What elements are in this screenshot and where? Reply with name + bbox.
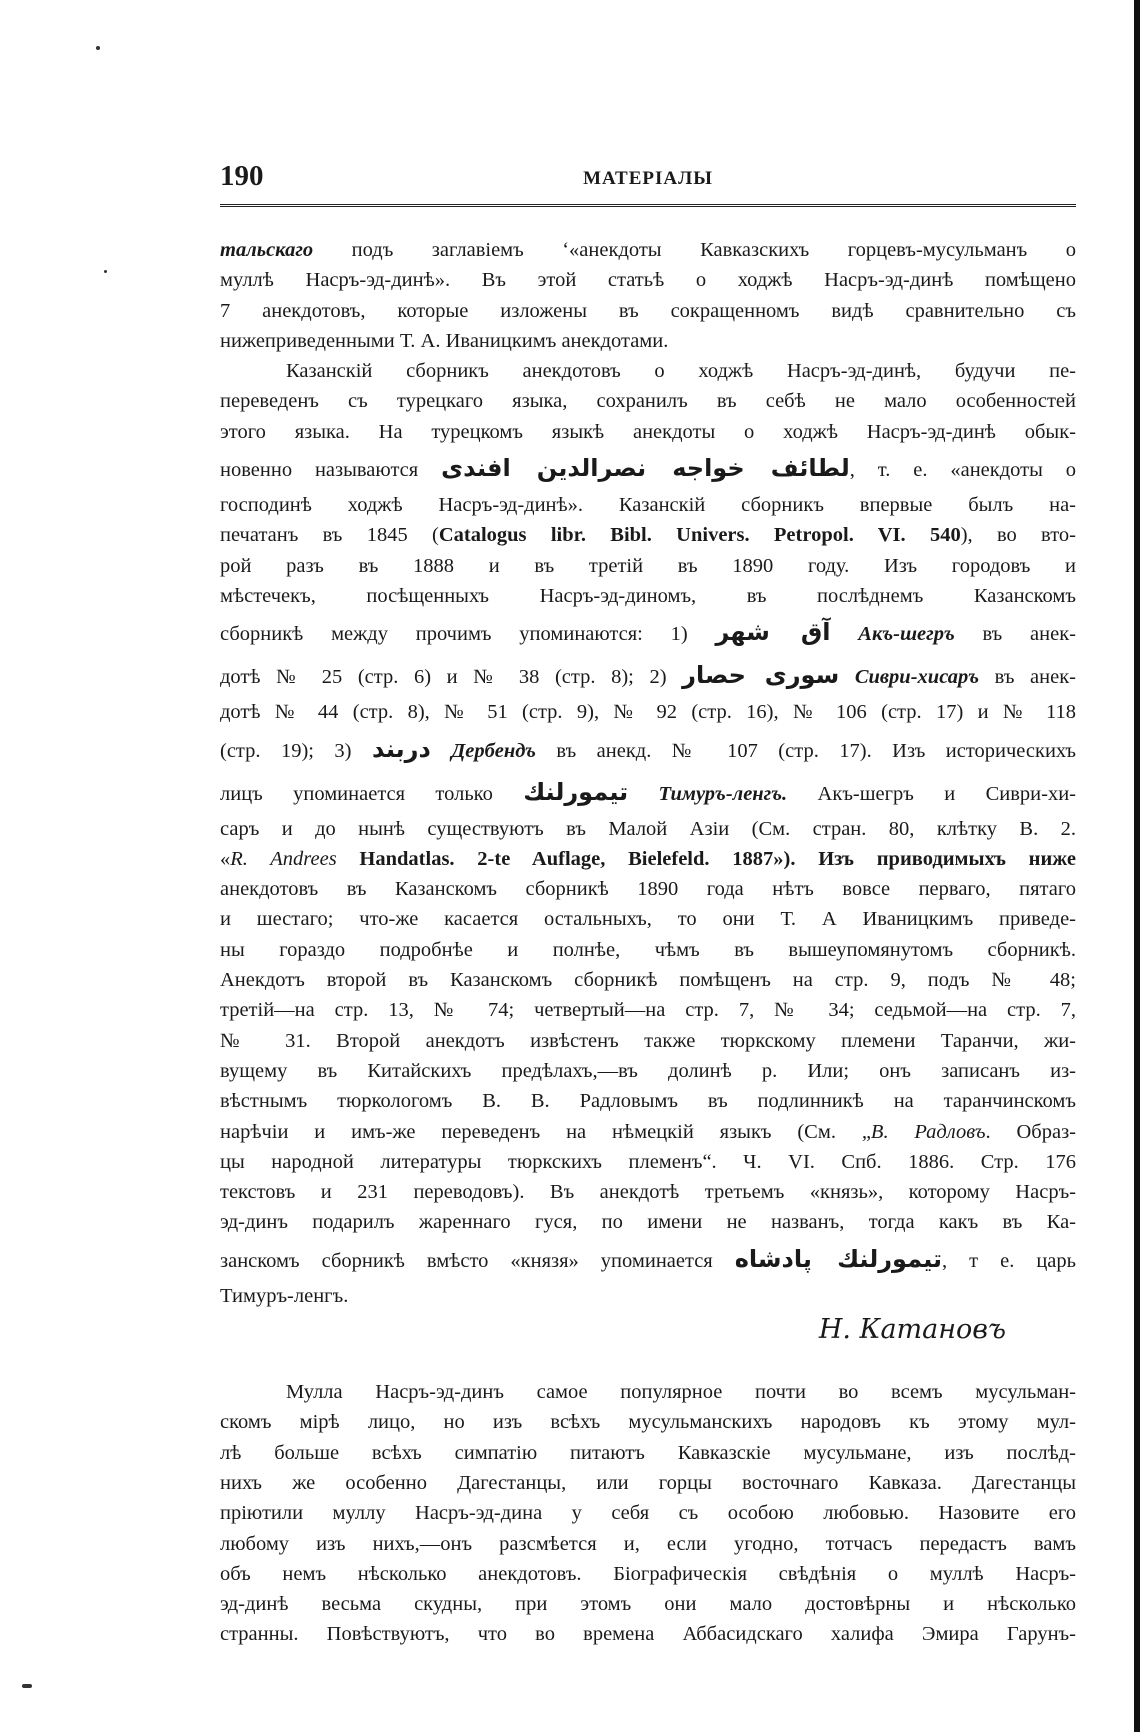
text-line bbox=[220, 771, 1076, 814]
running-head: МАТЕРІАЛЫ bbox=[583, 168, 713, 189]
text-segment: въ анек- bbox=[979, 666, 1076, 689]
text-line bbox=[220, 935, 1076, 965]
text-line bbox=[220, 904, 1076, 934]
text-line bbox=[220, 1281, 1076, 1311]
arabic-script-term: تيمورلنك bbox=[523, 777, 629, 806]
text-line bbox=[220, 1407, 1076, 1437]
text-segment: нихъ же особенно Дагестанцы, или горцы восточнаго Кавказа. Дагестанцы bbox=[220, 1471, 1076, 1494]
text-segment: дотѣ № 25 (стр. 6) и № 38 (стр. 8); 2) bbox=[220, 666, 683, 689]
text-line bbox=[220, 417, 1076, 447]
text-line bbox=[220, 654, 1076, 697]
page-edge-rule bbox=[1134, 0, 1140, 1732]
text-segment: новенно называются bbox=[220, 459, 442, 482]
text-line bbox=[220, 1177, 1076, 1207]
text-segment: въ анекд. № 107 (стр. 17). Изъ историческихъ bbox=[535, 739, 1077, 762]
text-segment: (стр. 19); 3) bbox=[220, 739, 372, 762]
text-segment: тальскаго bbox=[220, 239, 314, 261]
text-segment: печатанъ въ 1845 ( bbox=[220, 524, 439, 547]
text-line bbox=[220, 581, 1076, 611]
text-segment: Дербендъ bbox=[451, 739, 536, 762]
text-line bbox=[220, 1026, 1076, 1056]
text-segment: лѣ больше всѣхъ симпатію питаютъ Кавказскіе мусульмане, изъ послѣд- bbox=[220, 1441, 1076, 1464]
text-line bbox=[220, 447, 1076, 490]
paragraph-group-2 bbox=[220, 1377, 1076, 1650]
text-segment: странны. Повѣствуютъ, что во времена Аббасидскаго халифа Эмира Гарунъ- bbox=[220, 1623, 1076, 1646]
text-line bbox=[220, 1238, 1076, 1281]
text-segment: переведенъ съ турецкаго языка, сохранилъ въ себѣ не мало особенностей bbox=[220, 390, 1076, 413]
scan-speck bbox=[22, 1684, 32, 1688]
text-line bbox=[220, 874, 1076, 904]
text-line bbox=[220, 611, 1076, 654]
text-segment: рой разъ въ 1888 и въ третій въ 1890 году. Изъ городовъ и bbox=[220, 554, 1076, 577]
text-segment: нижеприведенными Т. А. Иваницкимъ анекдотами. bbox=[220, 329, 669, 352]
paragraph-group-1 bbox=[220, 235, 1076, 1311]
text-segment: этого языка. На турецкомъ языкѣ анекдоты о ходжѣ Насръ-эд-динѣ обык- bbox=[220, 420, 1076, 443]
arabic-script-term: دربند bbox=[371, 734, 431, 763]
text-line bbox=[220, 296, 1076, 326]
text-line bbox=[220, 1498, 1076, 1528]
text-segment: . Образ- bbox=[985, 1120, 1076, 1143]
text-segment: ), во вто- bbox=[960, 524, 1076, 547]
text-segment: занскомъ сборникѣ вмѣсто «князя» упоминается bbox=[220, 1249, 735, 1272]
text-line bbox=[220, 995, 1076, 1025]
text-line bbox=[220, 1117, 1076, 1147]
text-segment: подъ заглавіемъ ‘«анекдоты Кавказскихъ горцевъ-мусульманъ о bbox=[313, 239, 1076, 261]
text-segment: цы народной литературы тюркскихъ племенъ“. Ч. VI. Спб. 1886. Стр. 176 bbox=[220, 1150, 1076, 1173]
text-segment: « bbox=[220, 847, 231, 870]
scan-speck bbox=[104, 270, 107, 273]
text-segment: мѣстечекъ, посѣщенныхъ Насръ-эд-диномъ, въ послѣднемъ Казанскомъ bbox=[220, 584, 1076, 607]
text-segment: саръ и до нынѣ существуютъ въ Малой Азіи (См. стран. 80, клѣтку В. 2. bbox=[220, 817, 1076, 840]
text-line bbox=[220, 1529, 1076, 1559]
text-segment: Акъ-шегръ bbox=[858, 623, 955, 646]
text-line bbox=[220, 520, 1076, 550]
text-segment: Мулла Насръ-эд-динъ самое популярное почти во всемъ мусульман- bbox=[286, 1381, 1076, 1404]
text-line bbox=[220, 728, 1076, 771]
text-segment bbox=[839, 666, 855, 688]
text-segment: Handatlas. 2-te Auflage, Bielefeld. 1887»). Изъ приводимыхъ ниже bbox=[336, 847, 1076, 870]
text-segment: господинѣ ходжѣ Насръ-эд-динѣ». Казанскій сборникъ впервые былъ на- bbox=[220, 494, 1076, 517]
text-segment: любому изъ нихъ,—онъ разсмѣется и, если угодно, тотчасъ передастъ вамъ bbox=[220, 1532, 1076, 1555]
text-line bbox=[220, 844, 1076, 874]
text-line bbox=[220, 356, 1076, 386]
text-segment: сборникѣ между прочимъ упоминаются: 1) bbox=[220, 623, 716, 646]
text-line bbox=[220, 265, 1076, 295]
text-segment: Тимуръ-ленгъ. bbox=[220, 1284, 349, 1307]
text-segment: дотѣ № 44 (стр. 8), № 51 (стр. 9), № 92 (стр. 16), № 106 (стр. 17) и № 118 bbox=[220, 701, 1076, 724]
text-segment: Анекдотъ второй въ Казанскомъ сборникѣ помѣщенъ на стр. 9, подъ № 48; bbox=[220, 969, 1076, 992]
text-segment: муллѣ Насръ-эд-динѣ». Въ этой статьѣ о ходжѣ Насръ-эд-динѣ помѣщено bbox=[220, 269, 1076, 292]
text-segment: В. Радловъ bbox=[870, 1120, 986, 1143]
scan-speck bbox=[96, 46, 100, 50]
text-segment bbox=[431, 740, 451, 762]
text-segment: текстовъ и 231 переводовъ). Въ анекдотѣ третьемъ «князь», которому Насръ- bbox=[220, 1181, 1076, 1204]
text-segment: скомъ мірѣ лицо, но изъ всѣхъ мусульманскихъ народовъ къ этому мул- bbox=[220, 1411, 1076, 1434]
text-segment: № 31. Второй анекдотъ извѣстенъ также тюркскому племени Таранчи, жи- bbox=[220, 1029, 1076, 1052]
text-segment bbox=[628, 783, 658, 805]
text-line bbox=[220, 1377, 1076, 1407]
page-header bbox=[220, 160, 1076, 207]
text-line bbox=[220, 965, 1076, 995]
text-segment: эд-динѣ весьма скудны, при этомъ они мало достовѣрны и нѣсколько bbox=[220, 1593, 1076, 1616]
text-line bbox=[220, 1147, 1076, 1177]
text-line bbox=[220, 490, 1076, 520]
text-segment: Тимуръ-ленгъ. bbox=[658, 782, 788, 805]
text-line bbox=[220, 1468, 1076, 1498]
text-line bbox=[220, 1207, 1076, 1237]
text-segment bbox=[831, 623, 859, 645]
arabic-script-term: لطائف خواجه نصرالدین افندی bbox=[441, 454, 850, 483]
text-line bbox=[220, 386, 1076, 416]
text-segment: R. Andrees bbox=[230, 847, 337, 870]
text-line bbox=[220, 1056, 1076, 1086]
text-segment: 7 анекдотовъ, которые изложены въ сокращенномъ видѣ сравнительно съ bbox=[220, 299, 1076, 322]
author-signature: Н. Катановъ bbox=[818, 1314, 1006, 1346]
text-segment: пріютили муллу Насръ-эд-дина у себя съ особою любовью. Назовите его bbox=[220, 1502, 1076, 1525]
text-line bbox=[220, 1559, 1076, 1589]
body-text bbox=[220, 235, 1076, 1650]
text-segment: и шестаго; что-же касается остальныхъ, то они Т. А Иваницкимъ приведе- bbox=[220, 908, 1076, 931]
text-segment: вѣстнымъ тюркологомъ В. В. Радловымъ въ подлинникѣ на таранчинскомъ bbox=[220, 1090, 1076, 1113]
text-segment: въ анек- bbox=[954, 623, 1076, 646]
text-segment: ны гораздо подробнѣе и полнѣе, чѣмъ въ вышеупомянутомъ сборникѣ. bbox=[220, 938, 1076, 961]
text-segment: вущему въ Китайскихъ предѣлахъ,—въ долинѣ р. Или; онъ записанъ из- bbox=[220, 1059, 1076, 1082]
text-line bbox=[220, 1086, 1076, 1116]
text-segment: третій—на стр. 13, № 74; четвертый—на стр. 7, № 34; седьмой—на стр. 7, bbox=[220, 999, 1076, 1022]
text-segment: Catalogus libr. Bibl. Univers. Petropol. VI. 540 bbox=[438, 524, 961, 547]
text-line bbox=[220, 551, 1076, 581]
text-segment: объ немъ нѣсколько анекдотовъ. Біографическія свѣдѣнія о муллѣ Насръ- bbox=[220, 1562, 1076, 1585]
text-segment: Сиври-хисаръ bbox=[854, 666, 980, 689]
text-segment: Акъ-шегръ и Сиври-хи- bbox=[787, 782, 1076, 805]
text-segment: эд-динъ подарилъ жареннаго гуся, по имени не названъ, тогда какъ въ Ка- bbox=[220, 1211, 1076, 1234]
text-segment: Казанскій сборникъ анекдотовъ о ходжѣ Насръ-эд-динѣ, будучи пе- bbox=[286, 360, 1076, 383]
text-segment: лицъ упоминается только bbox=[220, 782, 524, 805]
arabic-script-term: سوری حصار bbox=[682, 661, 840, 690]
arabic-script-term: تيمورلنك پادشاه bbox=[734, 1244, 943, 1273]
text-segment: анекдотовъ въ Казанскомъ сборникѣ 1890 года нѣтъ вовсе перваго, пятаго bbox=[220, 878, 1076, 901]
text-line bbox=[220, 697, 1076, 727]
text-line bbox=[220, 235, 1076, 265]
text-segment: , т. е. «анекдоты о bbox=[849, 459, 1076, 482]
text-line bbox=[220, 1589, 1076, 1619]
text-line bbox=[220, 326, 1076, 356]
text-segment: , т е. царь bbox=[942, 1249, 1076, 1272]
text-line bbox=[220, 1438, 1076, 1468]
arabic-script-term: آق شهر bbox=[715, 618, 831, 647]
page-number: 190 bbox=[220, 160, 264, 192]
text-line bbox=[220, 814, 1076, 844]
text-segment: нарѣчіи и имъ-же переведенъ на нѣмецкій языкъ (См. „ bbox=[220, 1120, 871, 1143]
page bbox=[220, 160, 1076, 1650]
text-line bbox=[220, 1619, 1076, 1649]
